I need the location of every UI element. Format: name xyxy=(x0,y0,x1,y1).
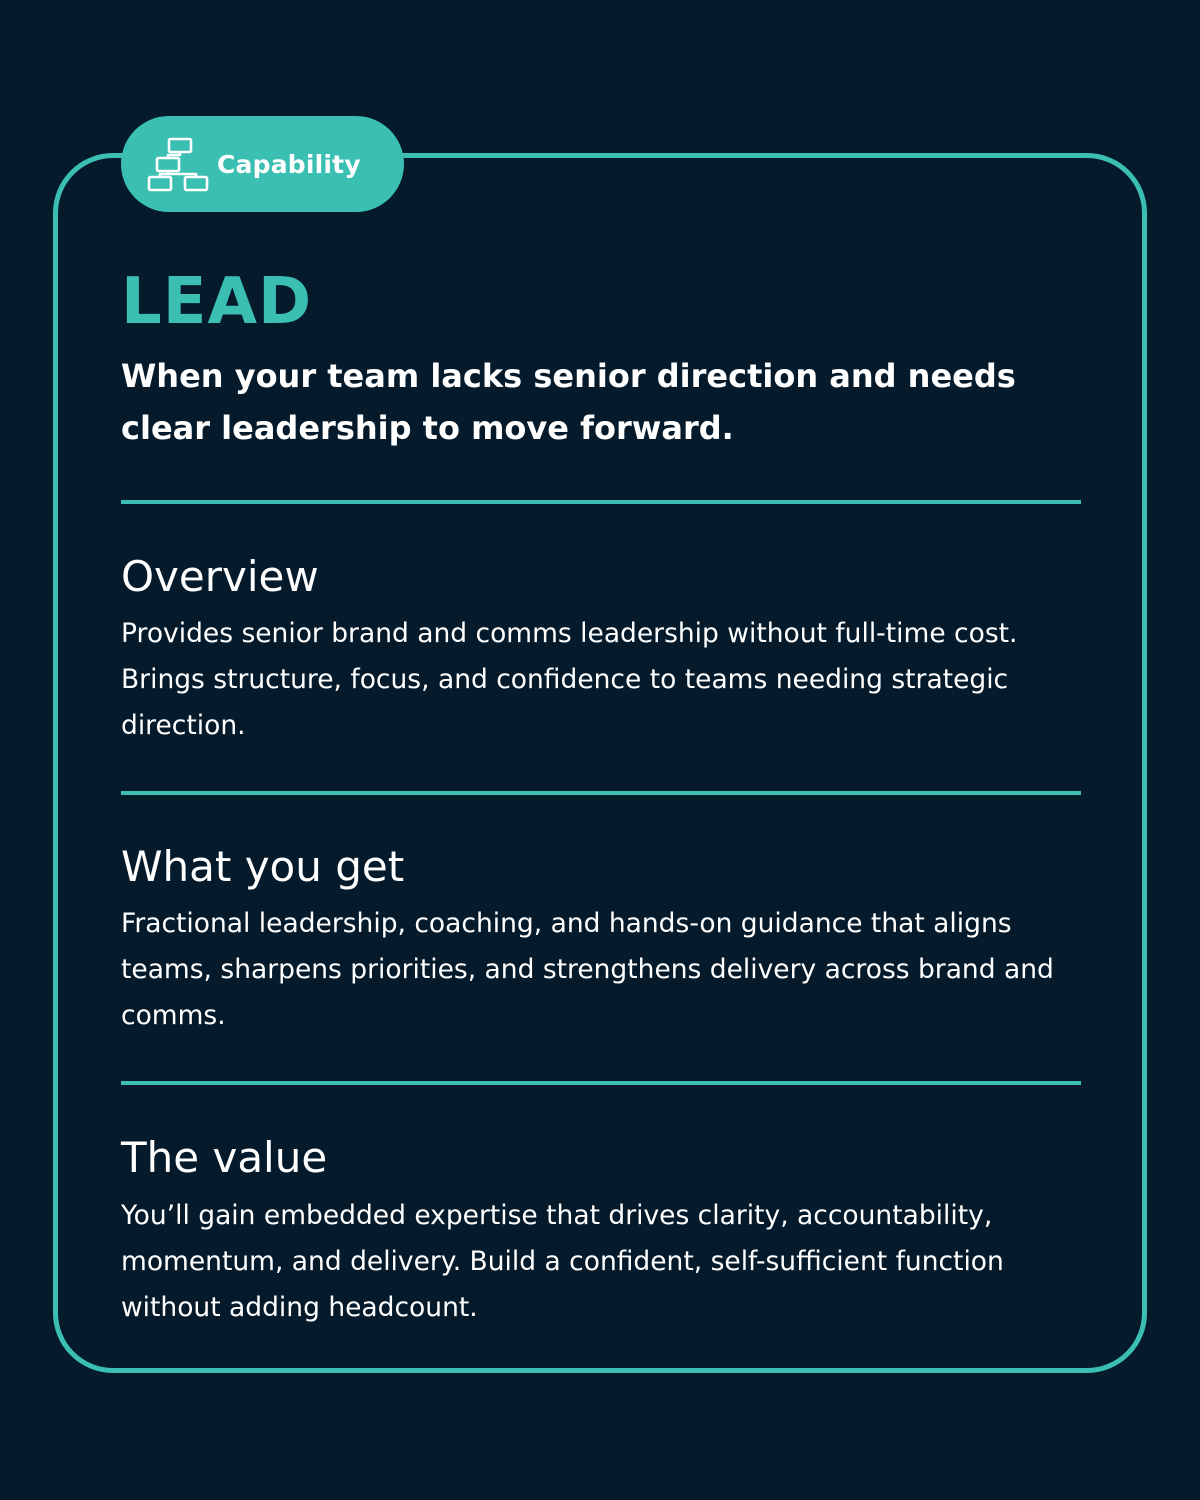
section-body-what-you-get: Fractional leadership, coaching, and hands-on guidance that aligns teams, sharpens priorities, and strengthens delivery across brand and comms. xyxy=(121,908,1054,1031)
badge-label: Capability xyxy=(217,149,361,179)
hierarchy-chart-icon xyxy=(147,136,211,192)
section-heading-the-value: The value xyxy=(121,1133,328,1182)
capability-badge xyxy=(121,116,404,212)
intro-text: When your team lacks senior direction and needs clear leadership to move forward. xyxy=(121,357,1016,447)
page-title: LEAD xyxy=(121,265,313,339)
section-body-the-value: You’ll gain embedded expertise that drives clarity, accountability, momentum, and delivery. Build a confident, self-sufficient function without adding headcount. xyxy=(121,1200,1004,1323)
section-heading-overview: Overview xyxy=(121,552,319,601)
section-heading-what-you-get: What you get xyxy=(121,842,405,891)
divider-3 xyxy=(121,1081,1081,1085)
divider-2 xyxy=(121,791,1081,795)
divider-1 xyxy=(121,500,1081,504)
section-body-overview: Provides senior brand and comms leadership without full-time cost. Brings structure, focus, and confidence to teams needing strategic direction. xyxy=(121,618,1018,741)
